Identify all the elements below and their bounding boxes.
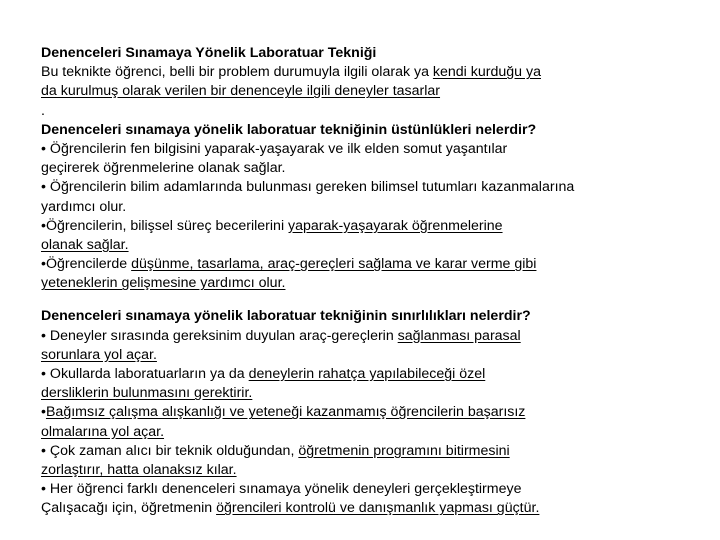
limitation-1-underlined: sağlanması parasal <box>397 327 521 344</box>
separator-dot: . <box>41 102 45 119</box>
limitation-2-underlined: deneylerin rahatça yapılabileceği özel <box>248 366 486 382</box>
section-title-limitations: Denenceleri sınamaya yönelik laboratuar tekniğinin sınırlılıkları nelerdir? <box>41 308 531 325</box>
limitation-2-line-1 <box>41 365 681 384</box>
limitation-2-text: • Okullarda laboratuarların ya da <box>41 366 249 382</box>
limitation-4-line-1 <box>41 442 681 461</box>
advantage-4-line-2: yeteneklerin gelişmesine yardımcı olur. <box>41 275 286 292</box>
intro-line-2: da kurulmuş olarak verilen bir denenceyle ilgili deneyler tasarlar <box>41 83 441 100</box>
advantage-2-line-1: • Öğrencilerin bilim adamlarında bulunması gereken bilimsel tutumları kazanmalarına <box>41 179 575 196</box>
limitation-4-line-2: zorlaştırır, hatta olanaksız kılar. <box>41 461 237 478</box>
section-title-technique: Denenceleri Sınamaya Yönelik Laboratuar Tekniği <box>41 45 377 61</box>
limitation-4-text: • Çok zaman alıcı bir teknik olduğundan, <box>41 442 299 459</box>
limitation-2-line-2: dersliklerin bulunmasını gerektirir. <box>41 385 253 402</box>
advantage-2-line-2: yardımcı olur. <box>41 198 127 215</box>
limitation-5-text: Çalışacağı için, öğretmenin <box>41 500 217 517</box>
limitation-3-bullet: • <box>41 404 46 421</box>
limitation-4-underlined: öğretmenin programını bitirmesini <box>298 442 510 459</box>
advantage-3-underlined: yaparak-yaşayarak öğrenmelerine <box>288 217 503 234</box>
limitation-1-line-1 <box>41 327 681 346</box>
advantage-4-text: •Öğrencilerde <box>41 256 132 273</box>
advantage-4-underlined: düşünme, tasarlama, araç-gereçleri sağlama ve karar verme gibi <box>131 256 537 273</box>
section-gap <box>41 293 681 307</box>
intro-underlined-text: kendi kurduğu ya <box>432 64 541 81</box>
limitation-3-line-2: olmalarına yol açar. <box>41 423 165 440</box>
advantage-4-line-1 <box>41 255 681 274</box>
limitation-1-text: • Deneyler sırasında gereksinim duyulan araç-gereçlerin <box>41 327 398 344</box>
advantage-3-line-1 <box>41 217 681 236</box>
slide-content <box>41 44 681 519</box>
advantage-1-line-2: geçirerek öğrenmelerine olanak sağlar. <box>41 160 286 177</box>
limitation-5-line-2 <box>41 499 681 518</box>
limitation-3-underlined: Bağımsız çalışma alışkanlığı ve yeteneği kazanmamış öğrencilerin başarısız <box>45 404 526 421</box>
limitation-3-line-1 <box>41 403 681 422</box>
limitation-5-underlined: öğrencileri kontrolü ve danışmanlık yapması güçtür. <box>216 500 540 517</box>
section-title-advantages: Denenceleri sınamaya yönelik laboratuar tekniğinin üstünlükleri nelerdir? <box>41 121 537 138</box>
advantage-3-text: •Öğrencilerin, bilişsel süreç becerilerini <box>41 217 289 234</box>
intro-line-1 <box>41 63 681 82</box>
limitation-5-line-1: • Her öğrenci farklı denenceleri sınamaya yönelik deneyleri gerçekleştirmeye <box>41 481 522 498</box>
intro-text: Bu teknikte öğrenci, belli bir problem durumuyla ilgili olarak ya <box>41 64 433 81</box>
limitation-1-line-2: sorunlara yol açar. <box>41 346 157 363</box>
advantage-3-line-2: olanak sağlar. <box>41 236 129 253</box>
advantage-1-line-1: • Öğrencilerin fen bilgisini yaparak-yaşayarak ve ilk elden somut yaşantılar <box>41 140 508 157</box>
